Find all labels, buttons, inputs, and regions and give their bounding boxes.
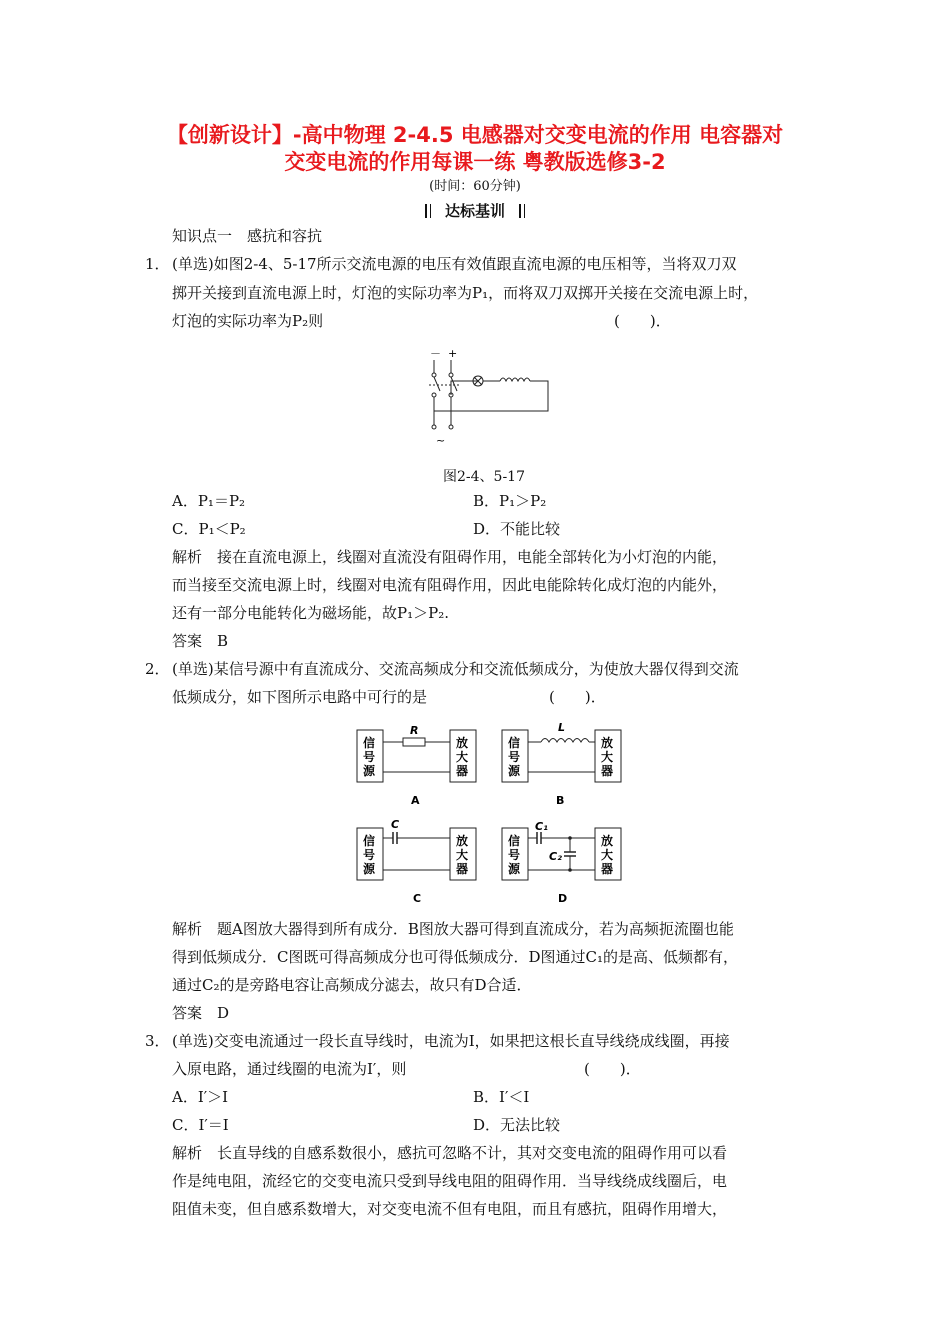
circuit-b-amp-char-3: 器 [601,764,614,778]
circuit-c-label: C [413,892,422,905]
q1-line-2: 掷开关接到直流电源上时，灯泡的实际功率为P₁，而将双刀双掷开关接在交流电源上时， [172,284,759,302]
q1-figure-caption: 图2-4、5-17 [443,469,525,485]
q3-option-b: B．I′＜I [473,1088,530,1106]
title-line-1: 【创新设计】-高中物理 2-4.5 电感器对交变电流的作用 电容器对 [166,123,784,147]
q1-terminal [432,393,436,397]
circuit-c-amp-char-3: 器 [456,862,469,876]
circuit-c-amp-char-2: 大 [456,848,469,862]
q1-inductor-coil [500,378,530,381]
q3-analysis-line-3: 阻值未变，但自感系数增大，对交变电流不但有电阻，而且有感抗，阻碍作用增大， [172,1200,728,1218]
q2-answer: 答案 D [172,1004,230,1022]
q2-answer-paren: ( )． [549,688,606,706]
circuit-a-amp-char-2: 大 [456,750,469,764]
circuit-d [502,820,621,905]
q3-analysis-line-1: 解析 长直导线的自感系数很小，感抗可忽略不计，其对交变电流的阻碍作用可以看 [172,1144,728,1162]
q1-option-c: C．P₁＜P₂ [172,520,246,538]
time-limit: (时间：60分钟) [429,179,521,194]
circuit-b-source-char-3: 源 [508,764,521,778]
circuit-d-label: D [558,892,568,905]
circuit-d-source-char-2: 号 [508,848,521,862]
circuit-b-amp-char-1: 放 [601,736,614,750]
q1-answer-paren: ( )． [614,312,671,330]
section-bar-right [519,204,525,218]
circuit-d-amp-char-1: 放 [601,834,614,848]
section-bar-left [425,204,431,218]
q1-option-b: B．P₁＞P₂ [473,492,547,510]
circuit-a-amp-char-3: 器 [456,764,469,778]
circuit-a-resistor [403,738,425,746]
circuit-a [357,724,476,807]
circuit-b-label: B [556,794,565,807]
knowledge-point: 知识点一 感抗和容抗 [172,227,323,245]
q2-analysis-line-2: 得到低频成分．C图既可得高频成分也可得低频成分．D图通过C₁的是高、低频都有， [172,948,738,966]
q2-line-2: 低频成分，如下图所示电路中可行的是 [172,688,428,706]
q3-answer-paren: ( )． [584,1060,641,1078]
circuit-a-amp-char-1: 放 [456,736,469,750]
q1-circuit-figure [418,343,558,448]
q2-number: 2． [145,660,170,678]
circuit-d-amp-char-2: 大 [601,848,614,862]
q1-switch-blade [434,377,440,391]
circuit-b [502,721,621,807]
q2-circuits-figure [355,718,625,908]
q3-line-2: 入原电路，通过线圈的电流为I′，则 [172,1060,407,1078]
q1-analysis-line-3: 还有一部分电能转化为磁场能，故P₁＞P₂. [172,604,449,622]
section-title: 达标基训 [444,202,505,220]
title-line-2: 交变电流的作用每课一练 粤教版选修3-2 [284,150,666,174]
q3-option-c: C．I′＝I [172,1116,229,1134]
q1-option-a: A．P₁＝P₂ [172,492,246,510]
q3-option-a: A．I′＞I [172,1088,229,1106]
circuit-c [357,818,476,905]
q1-switch-blade [451,377,457,391]
q1-number: 1． [145,255,170,273]
q2-analysis-line-3: 通过C₂的是旁路电容让高频成分滤去，故只有D合适． [172,976,532,994]
q1-terminal [449,425,453,429]
circuit-c-amp-char-1: 放 [456,834,469,848]
q1-terminal [432,373,436,377]
circuit-a-label: A [411,794,420,807]
q1-terminal [449,373,453,377]
q1-line-3: 灯泡的实际功率为P₂则 [172,312,324,330]
q3-analysis-line-2: 作是纯电阻，流经它的交变电流只受到导线电阻的阻碍作用．当导线绕成线圈后，电 [172,1172,728,1190]
circuit-c-element-label: C [391,818,400,831]
q3-option-d: D．无法比较 [473,1116,561,1134]
circuit-a-source-char-3: 源 [363,764,376,778]
q2-analysis-line-1: 解析 题A图放大器得到所有成分．B图放大器可得到直流成分，若为高频扼流圈也能 [172,920,734,938]
circuit-c-source-char-3: 源 [363,862,376,876]
circuit-c-source-char-1: 信 [363,834,376,848]
circuit-d-source-char-3: 源 [508,862,521,876]
q1-analysis-line-1: 解析 接在直流电源上，线圈对直流没有阻碍作用，电能全部转化为小灯泡的内能， [172,548,728,566]
q3-number: 3． [145,1032,170,1050]
circuit-d-source-char-1: 信 [508,834,521,848]
circuit-a-element-label: R [410,724,419,737]
circuit-a-source-char-2: 号 [363,750,376,764]
circuit-d-c2-label: C₂ [549,850,562,863]
q3-line-1: (单选)交变电流通过一段长直导线时，电流为I，如果把这根长直导线绕成线圈，再接 [172,1032,730,1050]
q1-answer: 答案 B [172,632,229,650]
circuit-c-source-char-2: 号 [363,848,376,862]
q1-dc-minus: － [430,347,441,360]
circuit-b-inductor [541,739,589,743]
q1-line-1: (单选)如图2-4、5-17所示交流电源的电压有效值跟直流电源的电压相等，当将双刀双 [172,255,737,273]
q1-dc-plus: + [448,347,458,360]
circuit-b-element-label: L [558,721,566,734]
circuit-b-source-char-1: 信 [508,736,521,750]
q1-analysis-line-2: 而当接至交流电源上时，线圈对电流有阻碍作用，因此电能除转化成灯泡的内能外， [172,576,728,594]
section-heading [0,200,950,221]
q1-ac-symbol: ~ [436,434,446,447]
circuit-d-amp-char-3: 器 [601,862,614,876]
circuit-b-source-char-2: 号 [508,750,521,764]
circuit-a-source-char-1: 信 [363,736,376,750]
circuit-d-c1-label: C₁ [535,820,548,833]
circuit-b-amp-char-2: 大 [601,750,614,764]
q2-line-1: (单选)某信号源中有直流成分、交流高频成分和交流低频成分，为使放大器仅得到交流 [172,660,739,678]
q1-terminal [432,425,436,429]
q1-option-d: D．不能比较 [473,520,561,538]
